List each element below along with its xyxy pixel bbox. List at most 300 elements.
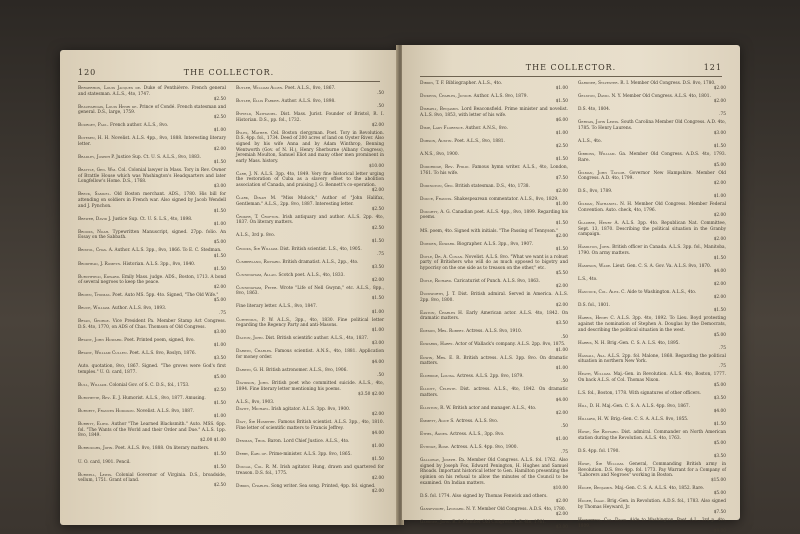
entry-name: Galloway, Joseph. [420,458,457,464]
entry-name: Hill, D. H. [578,404,601,410]
entry-price: $2.00 [713,181,726,187]
catalog-entry [578,341,726,352]
entry-name: Dibdin, T. F. [420,81,445,86]
catalog-entry [420,94,568,105]
catalog-entry [420,520,568,531]
entry-price: .75 [719,345,726,351]
entry-price: $5.50 [555,271,568,276]
entry-name: Davidson, John. [236,381,270,387]
entry-price: $1.50 [713,144,726,149]
entry-name: Emmett, Alice S. [420,419,455,425]
entry-price: $1.00 [213,128,226,134]
entry-name: Doddridge, Rev. Philip. [420,165,470,171]
entry-description: British officer in Canada. A.L.S. 3pp. fol., Manitoba, 1790. On army matters. [578,245,726,256]
entry-name: Bryant, John Howard. [78,338,123,344]
entry-name: Curtenius, P. W. [236,317,274,323]
entry-price: $1.50 [555,220,568,226]
entry-description: Actress. A.L.S., 3pp. 8vo. [449,432,505,438]
entry-name: Clark, Dinah M. [236,196,277,202]
entry-name: Hilliard, H. W. [578,417,610,423]
catalog-entry [78,230,226,246]
catalog-entry [78,319,226,335]
entry-price: $2.00 [555,302,568,308]
entry-price: $1.00 [713,194,726,200]
entry-name: Doyle, Dr. A. Conan. [420,254,464,260]
catalog-entry [236,260,384,271]
catalog-entry [236,99,384,110]
entry-description: R. I. Member Old Congress. L.S. 4to, 1761. [452,519,547,525]
entry-price: $1.00 [555,130,568,136]
entry-description: A.L.S. 2pp. fol. Malone, 1868. Regarding the political situation in northern New York. [578,353,726,365]
catalog-entry [420,507,568,518]
entry-price: $1.00 [213,414,226,420]
catalog-entry [578,449,726,460]
entry-description: Irish agitator. Hung, drawn and quartered for treason. D.S. fol., 1775. [236,465,384,476]
entry-price: $4.00 [713,269,726,275]
catalog-entry [420,494,568,505]
catalog-entry [420,374,568,385]
entry-description: D.S. 4to, 1804. [578,107,611,113]
entry-description: Prime-minister. A.L.S. 3pp. 8vo, 1865. [268,452,352,458]
catalog-entry [236,196,384,212]
catalog-entry [578,430,726,446]
entry-description: Shakespearean commentator. A.L.S., 8vo, 1829. [453,196,559,202]
entry-price: .75 [561,450,568,456]
entry-description: Author. A.L.S. 8vo, 1898. [281,99,336,105]
entry-name: Dowden, Edward. [420,241,456,247]
entry-price: $15.00 [710,478,726,484]
entry-description: Bibliographer. A.L.S., 4to. [445,81,503,86]
entry-name: Darwin, G. H. [236,367,265,373]
entry-name: Humphreys, Col. David. [578,518,628,524]
catalog-entry [578,290,726,301]
catalog-entry [578,139,726,150]
catalog-entry [236,336,384,347]
entry-description: Prince of Condé. French statesman and general. D.S., large, 1759. [78,104,226,116]
catalog-entry [236,215,384,231]
entry-price: $2.00 [555,233,568,239]
entry-price: $2.00 [371,188,384,194]
entry-description: Aide to Washington. Poet. A.L., 3rd p. 4to, 1809. [578,518,726,529]
entry-description: British statesman. D.S., 4to, 1738. [455,183,530,189]
entry-price: $3.00 [555,525,568,530]
entry-price: $2.00 [555,411,568,417]
entry-description: Aide to Washington. A.L.S., 4to. [627,290,697,296]
entry-name: Hamilton, John. [578,245,611,251]
catalog-entry [78,86,226,102]
entry-name: Croker, T. Crofton. [236,214,280,220]
entry-description: Novelist. A.L.S. 4pp., 8vo, 1888. Interesting literary letter. [78,136,226,148]
entry-description: D.S., 8vo, 1789. [578,189,613,195]
catalog-entry [78,409,226,420]
entry-price: $1.50 [371,238,384,244]
entry-description: Fine literary letter. A.L.S., 8vo, 1847. [236,304,318,310]
entry-name: Cunningham, Peter. [236,285,278,291]
entry-name: Bristol, Chas. A. [78,248,114,254]
entry-name: Cumberland, Richard. [236,259,281,265]
entry-name: Disraeli, Benjamin. [420,107,460,113]
left-column-1 [78,86,226,515]
entry-description: A.N.S., 8vo, 1900. [420,151,459,157]
entry-price: $5.00 [213,298,226,304]
catalog-entry [420,432,568,443]
entry-name: Bull, William. [78,382,108,388]
entry-price: $1.50 [213,451,226,457]
entry-price: $4.00 [713,409,726,415]
entry-name: Gibbons, William. [578,151,616,157]
catalog-entry [236,86,384,97]
entry-name: Dickens, Charles, Junior. [420,94,473,100]
entry-description: Baron. Lord Chief Justice. A.L.S., 4to. [267,438,350,444]
entry-price: $2.50 [213,96,226,102]
catalog-entry [78,306,226,317]
catalog-entry [78,473,226,489]
catalog-entry [578,518,726,534]
entry-description: D.S. fol. 1774. Also signed by Thomas Fenwick and others. [420,493,548,499]
catalog-entry [236,407,384,418]
entry-price: $1.00 [371,309,384,315]
entry-name: Burchfield, Edward. [78,274,121,280]
entry-description: Col. Colonial lawyer in Mass. Tory in Rev. Owner of Brattle House which was Washington's Headquarters and later Longfellow's Home. D.S., 1768. [78,168,227,185]
entry-price: $2.50 [555,144,568,149]
entry-description: U. O. card, 1901. Pencil. [78,459,131,465]
entry-price: $1.00 [213,221,226,227]
entry-description: N. Y. Member Old Congress. A.L.S. 4to, 1801. [611,94,711,100]
entry-name: Burwell, Lewis. [78,472,113,478]
entry-name: Burchette, Rev. E. J. [78,396,121,402]
entry-description: Dist. admiral. Commander on North American station during the Revolution. A.L.S. 4to, 1763. [578,430,727,441]
entry-name: Gelston, David. [578,94,611,100]
entry-description: A.L.S. 3pp. 4to, 1849. Very fine historical letter urging the restoration of Cuba as a slavery offset to the abolition association of Canada, and praising J. G. Bennett's co-operation. [236,171,384,189]
entry-description: Auto. quotation, 8vo, 1867. Signed. "The groves were God's first temples." U. O. card, 1877. [78,364,226,375]
entry-description: Poet. A.L.S., 8vo, 1881. [454,138,505,144]
catalog-entry [578,462,726,484]
entry-name: Bruce, William. [78,306,111,312]
entry-description: Scotch poet. A.L.S., 4to, 1833. [278,272,345,278]
entry-description: Typewritten Manuscript, signed. 27pp. folio. An Essay on the Sabbath. [78,229,226,241]
catalog-entry [78,275,226,291]
left-page-number: 120 [78,68,97,77]
catalog-entry [420,139,568,150]
catalog-entry [578,499,726,515]
entry-description: Dist. Mass. Jurist. Founder of Bristol, R. I. Historian. D.S., pp. fol., 1732. [236,112,384,123]
catalog-entry [420,292,568,308]
catalog-entry [78,351,226,362]
entry-price: $3.00 [213,184,226,190]
entry-name: Gilman, Nathaniel. [578,202,618,208]
catalog-entry [578,221,726,243]
entry-description: Famous British scientist. A.L.S. 3pp., 4to, 1810. Fine letter of scientific matters to Francis Jeffrey. [236,420,385,431]
catalog-entry [578,264,726,275]
catalog-entry [236,400,384,406]
entry-price: $2.50 [371,206,384,212]
entry-price: $1.50 [213,160,226,166]
entry-price: $5.00 [713,332,726,338]
catalog-entry [78,192,226,214]
entry-price: $3.50 $2.00 [358,391,384,397]
entry-price: $1.00 [555,86,568,92]
entry-name: Brooks, Noah. [78,229,110,235]
entry-description: Brig.-Gen. C. S. A. L.S. 4to, 1895. [607,340,680,346]
catalog-entry [236,304,384,315]
entry-description: British dramatist. A.L.S., 2pp., 4to. [282,259,359,265]
entry-price: $2.00 [713,213,726,219]
entry-description: British actor and manager. A.L.S., 4to. [452,405,537,411]
entry-name: Hancock, Col. Alex. C. [578,290,626,296]
entry-name: Butler, Ellis Parker. [236,99,280,105]
catalog-entry [78,338,226,349]
entry-description: Poet. Printed poem, signed, 8vo. [124,338,195,344]
entry-description: Maj.-Gen. C. S. A. A.L.S. 4pp. 8vo, 1867. [602,404,690,410]
entry-name: Burritt, Elihu. [78,422,110,428]
entry-price: $5.00 [713,440,726,446]
entry-description: South Carolina Member Old Congress. A.D. 4to, 1785. To Henry Laurens. [578,120,726,131]
entry-description: A.L.S., 3rd p. 8vo. [236,233,276,239]
entry-price: $10.00 [368,163,384,169]
entry-name: Huger, Isaac. [578,499,606,505]
entry-price: .50 [377,104,384,110]
entry-price: $2.00 [213,147,226,153]
entry-name: Boyesen, H. H. [78,136,110,142]
catalog-entry [236,452,384,463]
entry-name: Heath, William. [578,372,612,378]
entry-description: Novelist. A.L.S. 8vo. "What we want is a robust party of Britishers who will do as much opposed to bigotry and hypocrisy on the one side as to treason on the other," etc. [420,254,568,271]
entry-name: Davy, Sir Humphry. [236,420,277,426]
entry-description: French author. A.L.S., 8vo. [110,123,169,129]
entry-price: $1.00 [555,437,568,443]
entry-description: Lieut. Gen. C. S. A. Gov. Va. A.L.S. 8vo, 1870. [612,264,712,270]
entry-description: Caricaturist of Punch. A.L.S. 8vo, 1863. [453,278,541,284]
left-column-2 [236,86,384,515]
entry-price: $1.50 [213,401,226,407]
entry-price: $3.00 [713,130,726,136]
entry-description: Canadian poet. A.L.S. 4pp., 8vo, 1899. Regarding his poems. [420,209,569,221]
catalog-entry [78,168,226,190]
entry-price: $2.00 [713,86,726,92]
catalog-entry [78,293,226,304]
catalog-entry [236,286,384,302]
entry-price: $4.00 [555,398,568,403]
entry-name: Harris, N. H. [578,340,606,346]
entry-description: Actress. A.L.S. 8vo, 1910. [466,329,523,335]
entry-description: Poet. A.L.S. 8vo, Roslyn, 1876. [129,351,196,357]
catalog-entry [578,245,726,261]
catalog-entry [578,152,726,168]
catalog-entry [420,210,568,226]
entry-price: $2.00 [713,237,726,243]
entry-description: Famous scientist. A.N.S., 4to, 1881. Application for money order. [236,349,384,360]
catalog-entry [420,342,568,353]
entry-name: Hassall, Asa. [578,353,606,359]
catalog-entry [236,247,384,258]
entry-price: $7.50 [713,510,726,516]
entry-name: Dibdin, Charles. [236,483,270,489]
catalog-entry [578,417,726,428]
entry-price: $1.50 [713,308,726,314]
entry-price: $5.00 [213,240,226,246]
catalog-entry [420,184,568,195]
catalog-entry [236,368,384,379]
catalog-entry [420,445,568,456]
entry-name: Bryan, George. [78,319,111,325]
entry-name: Brodhead, J. Romeyn. [78,261,122,267]
entry-price: $2.00 [371,412,384,418]
right-header-rule [420,76,722,77]
catalog-entry [78,262,226,273]
catalog-entry [420,107,568,123]
entry-price: $2.50 [371,225,384,231]
entry-price: $2.50 [213,115,226,121]
entry-price: $5.00 [213,374,226,380]
entry-description: A.L.S., 8vo, 1903. [236,399,275,405]
entry-description: Song writer. Sea song. Printed, 4pp. fol. signed. [271,483,376,489]
entry-name: Doughty, A. G. [420,209,451,215]
catalog-entry [420,255,568,277]
entry-description: N. H. Member Old Congress. Member Federal Convention. Auto. check, 4to, 1796. [578,202,727,213]
catalog-entry [78,217,226,228]
catalog-entry [236,349,384,365]
entry-description: Colonial Governor of Virginia. D.S., broadside, vellum, 1751. Grant of land. [78,472,226,484]
catalog-entry [420,419,568,430]
entry-price: .75 [719,112,726,118]
catalog-entry [236,439,384,450]
catalog-entry [578,372,726,388]
catalog-entry [578,303,726,314]
entry-name: Elliott, Celeste. [420,387,457,393]
entry-description: Irish antiquary and author. A.L.S. 2pp. 4to, 1837. On literary matters. [236,214,384,226]
entry-name: Doyle, Richard. [420,278,453,284]
entry-price: $1.50 [555,157,568,163]
entry-description: A.L.S., 3pp., 4to, 1830. Fine political letter regarding the Regency Party and anti-Masons. [236,317,384,329]
entry-price: $1.50 [213,208,226,214]
catalog-entry [236,233,384,244]
entry-name: Bradley, Joseph P. [78,155,115,161]
entry-description: D.S. fol., 1801. [578,303,611,309]
catalog-entry [236,112,384,128]
right-page [402,45,740,534]
entry-price: $1.00 [371,444,384,450]
catalog-entry [78,136,226,152]
catalog-entry [236,318,384,334]
entry-price: $1.50 [713,256,726,262]
entry-description: Author "The Learned Blacksmith." Auto. MSS. 6pp. fol. "The Wants of the World and their Order and Due." A.L.S. 1pp. 8vo, 1849. [78,422,226,439]
catalog-entry [578,404,726,415]
right-column-1 [420,81,569,530]
entry-price: $2.00 [371,277,384,283]
entry-name: Huger, Benjamin. [578,486,614,492]
entry-description: Poet. A.L.S. 8vo, 1888. On literary matters. [115,446,210,452]
entry-description: Actor of Wallack's company. A.L.S. 2pp. 8vo, 1875. [455,342,566,348]
entry-price: $2.50 [213,483,226,489]
entry-name: Bergerhon, Louis Jacques de. [78,86,142,91]
entry-description: Dist. actress. A.L.S., 4to, 1842. On dramatic matters. [420,387,568,398]
entry-name: Beauharnais, Louis Henri de. [78,104,138,110]
entry-name: Cunningham, Allan. [236,272,278,278]
entry-description: Author. A.L.S. 3pp., 8vo, 1866. To E. C. Stedman. [114,248,222,254]
entry-price: $3.00 [371,341,384,347]
entry-description: British poet who committed suicide. A.L.S., 4to, 1894. Fine literary letter mentioning his poems. [236,381,384,392]
entry-price: $5.00 [713,162,726,168]
catalog-entry [578,189,726,200]
entry-price: .50 [561,379,568,385]
entry-name: Edwards, Harry. [420,342,454,348]
entry-name: Gardner, Sylvester. [578,81,619,86]
entry-name: Glaubre, Henry A. [578,221,619,227]
entry-description: Dist. British admiral. Served in America. A.L.S. 2pp. 8vo, 1800. [420,292,568,303]
left-header-rule [78,81,380,82]
entry-price: .50 [377,91,384,97]
entry-description: A.L.S. 3pp. 4to, 1892. To Lieu. Boyd protesting against the nomination of Stephen A. Douglas by the Democrats, and describing the political situation in the west. [578,316,727,333]
entry-price: $2.00 [555,284,568,290]
entry-name: Byles, Mather. [236,130,269,136]
entry-name: Crooks, Sir William. [236,246,279,252]
entry-price: $4.00 [371,359,384,365]
catalog-entry [578,107,726,118]
catalog-entry [78,364,226,380]
left-page-title: THE COLLECTOR. [183,68,275,77]
catalog-entry [578,316,726,338]
entry-description: A.L.S., 4to. [578,138,602,144]
catalog-entry [78,383,226,394]
catalog-entry [236,131,384,170]
entry-price: .50 [561,334,568,340]
catalog-entry [578,81,726,92]
entry-description: "Miss Mulock," Author of "John Halifax, Gentleman." A.L.S., 2pp. 8vo, 1887. Interesting letter. [236,196,384,207]
entry-description: Lord Beaconsfield. Prime minister and novelist. A.L.S. 8vo, 1853, with letter of his wife. [420,107,568,118]
entry-price: $1.00 [371,328,384,334]
entry-price: $2.00 [555,511,568,517]
entry-name: Eytinge, Rose. [420,445,450,451]
entry-price: .75 [377,251,384,257]
entry-price: .75 [219,311,226,317]
catalog-entry [420,356,568,372]
entry-name: Breck, Samuel. [78,192,111,198]
catalog-entry [420,279,568,290]
entry-price: $2.00 $1.00 [200,438,226,444]
entry-description: Actress. A.L.S. 8vo. [455,419,499,425]
entry-name: Duckworth, J. T. [420,292,456,298]
entry-price: $4.00 [713,528,726,534]
entry-name: Dobson, Austin. [420,138,453,144]
entry-price: $2.00 [371,122,384,128]
entry-name: Douce, Francis. [420,196,453,202]
entry-description: Emily Mass. judge. ADS., Boston, 1713. A bond of several negroes to keep the peace. [78,274,226,286]
entry-description: General, Commanding British army in Revolution. D.S. 8vo 4pp. fol. 1773. Pay Warrant for a Company of "Laborers and Negroes" working in Boston. [578,462,727,479]
entry-price: $2.50 [213,388,226,394]
catalog-entry [420,229,568,240]
catalog-entry [420,387,568,403]
entry-description: L.S. fol., Boston, 1778. With signatures of other officers. [578,391,701,397]
entry-price: $5.00 [713,383,726,389]
catalog-entry [578,171,726,187]
entry-description: Old Boston merchant. ADS., 1780. His bill for attending on soldiers in French war. Also signed by Jacob Wendell and J. Pynchon. [78,192,226,209]
entry-description: Author. A.L.S. 8vo, 1893. [111,306,167,312]
entry-price: $1.00 [555,201,568,207]
entry-name: Elliston, R. W. [420,405,452,411]
entry-price: $1.50 [213,266,226,272]
entry-name: Davitt, Michael. [236,407,270,413]
entry-name: Bourget, Paul. [78,123,109,129]
entry-price: $2.00 [555,498,568,504]
catalog-entry [578,277,726,288]
entry-price: $2.00 [555,188,568,194]
right-page-number: 121 [703,63,722,72]
entry-name: Gansevoort, Leonard. [420,506,465,512]
catalog-entry [78,123,226,134]
entry-price: $3.50 [713,396,726,402]
catalog-entry [236,172,384,194]
right-column-2 [578,81,727,534]
